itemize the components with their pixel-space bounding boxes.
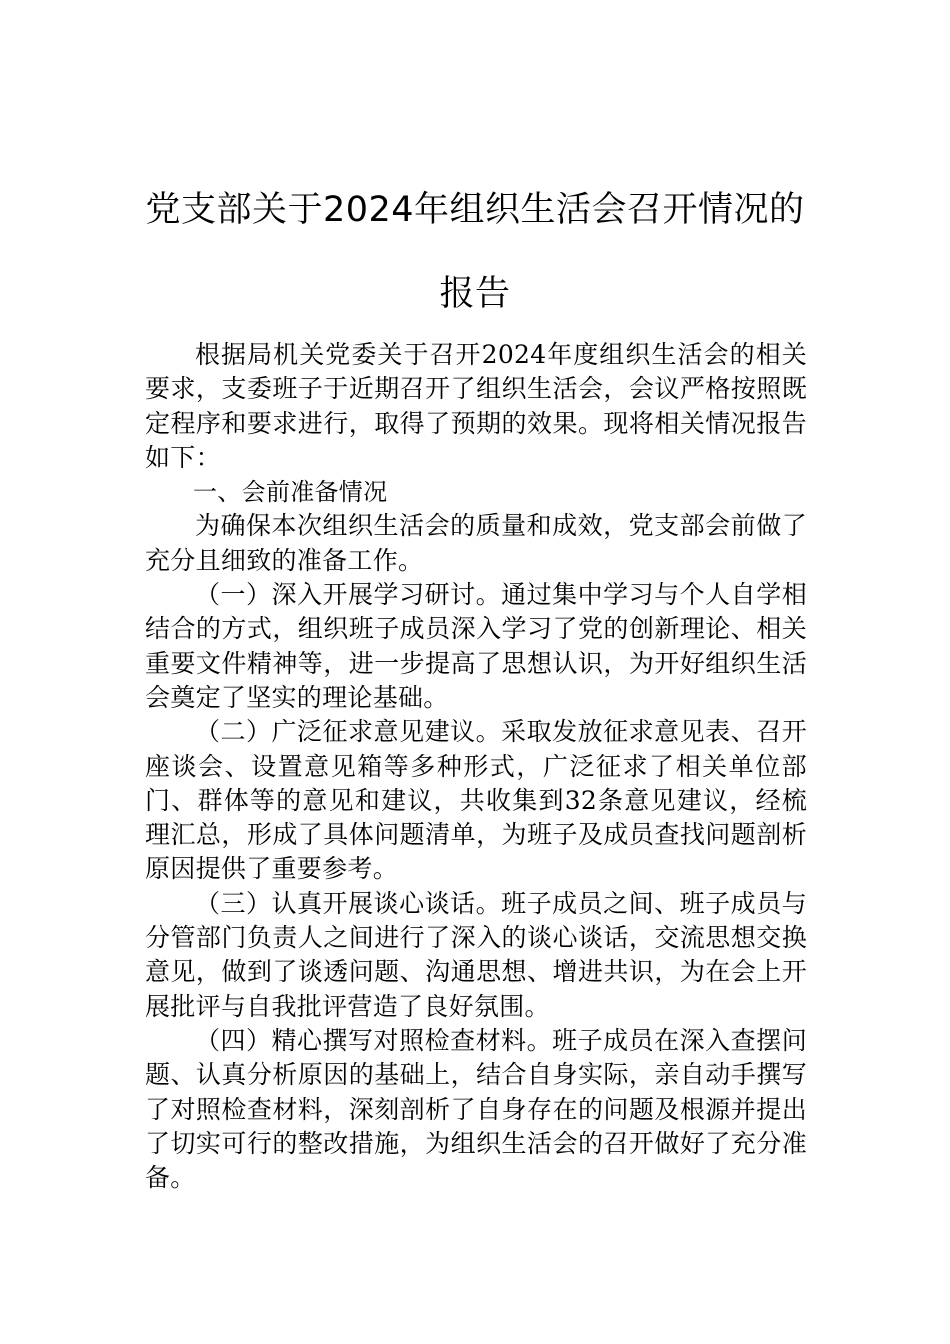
title-line-2: 报告 — [439, 274, 511, 314]
section-heading: 一、会前准备情况 — [193, 478, 388, 507]
intro-paragraph: 根据局机关党委关于召开2024年度组织生活会的相关要求，支委班子于近期召开了组织生活会，会议严格按照既定程序和要求进行，取得了预期的效果。现将相关情况报告如下： — [145, 340, 807, 472]
item-paragraph-1: （一）深入开展学习研讨。通过集中学习与个人自学相结合的方式，组织班子成员深入学习了党的创新理论、相关重要文件精神等，进一步提高了思想认识，为开好组织生活会奠定了坚实的理论基础。 — [145, 580, 807, 712]
document-title — [120, 168, 830, 336]
section-intro-paragraph: 为确保本次组织生活会的质量和成效，党支部会前做了充分且细致的准备工作。 — [145, 511, 807, 575]
item-paragraph-3: （三）认真开展谈心谈话。班子成员之间、班子成员与分管部门负责人之间进行了深入的谈心谈话，交流思想交换意见，做到了谈透问题、沟通思想、增进共识，为在会上开展批评与自我批评营造了良好氛围。 — [145, 888, 807, 1021]
title-line-1: 党支部关于2024年组织生活会召开情况的 — [145, 190, 805, 230]
item-paragraph-4: （四）精心撰写对照检查材料。班子成员在深入查摆问题、认真分析原因的基础上，结合自身实际，亲自动手撰写了对照检查材料，深刻剖析了自身存在的问题及根源并提出了切实可行的整改措施，为组织生活会的召开做好了充分准备。 — [145, 1025, 807, 1193]
document-body — [145, 338, 807, 1195]
item-paragraph-2: （二）广泛征求意见建议。采取发放征求意见表、召开座谈会、设置意见箱等多种形式，广泛征求了相关单位部门、群体等的意见和建议，共收集到32条意见建议，经梳理汇总，形成了具体问题清单，为班子及成员查找问题剖析原因提供了重要参考。 — [145, 717, 807, 884]
